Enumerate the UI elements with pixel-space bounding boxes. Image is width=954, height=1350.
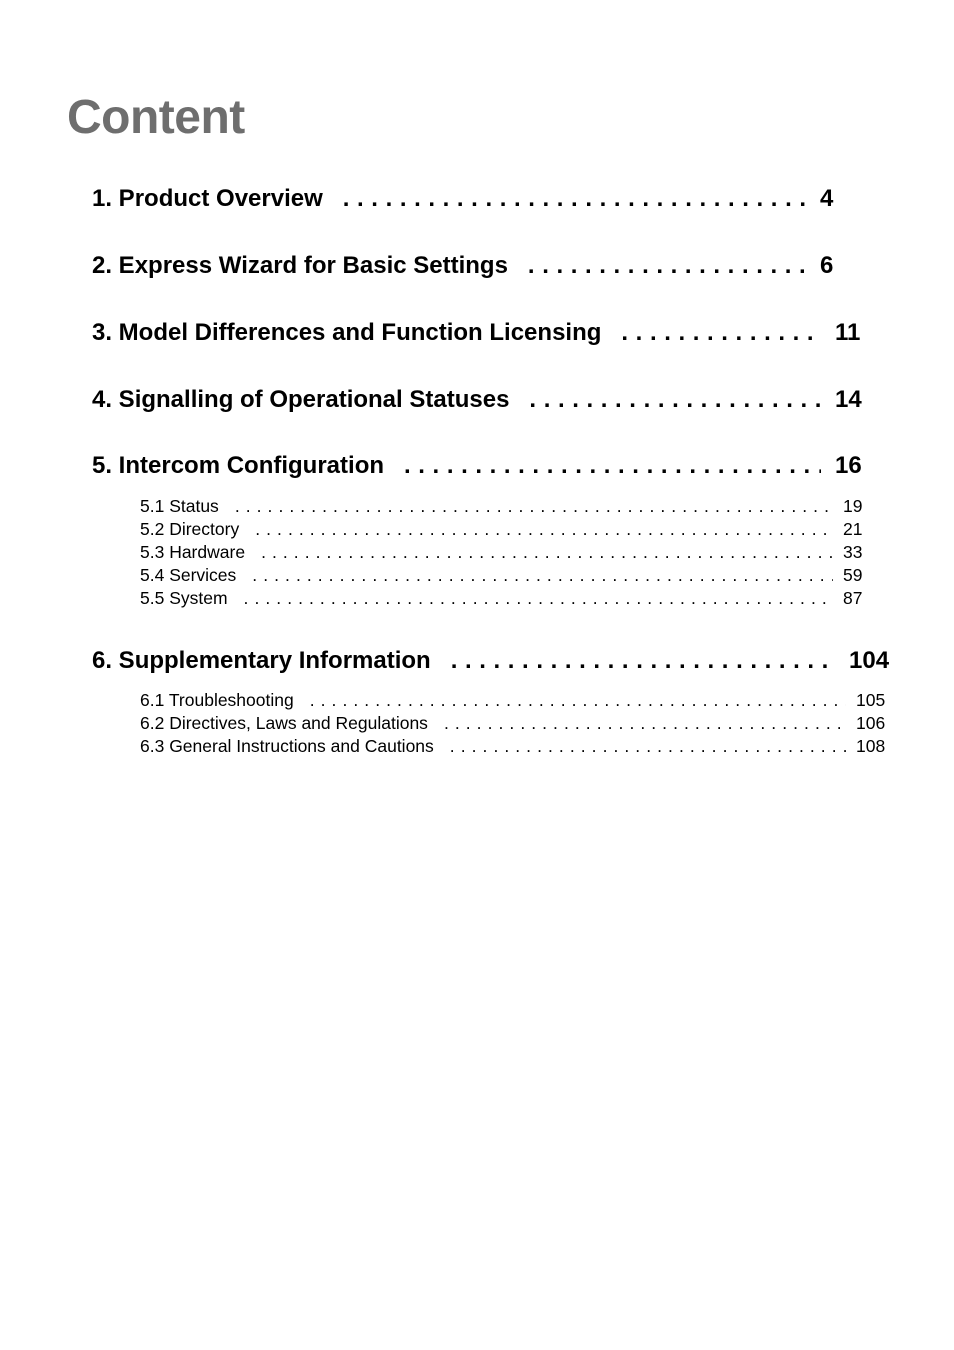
toc-entry-page: 11: [835, 319, 861, 346]
dot-leader: [450, 735, 846, 758]
toc-entry-4[interactable]: [92, 384, 879, 416]
toc-entry-page: 87: [843, 588, 863, 608]
toc-entry-page: 14: [835, 386, 862, 413]
toc-entry-1[interactable]: [92, 183, 864, 215]
dot-leader: [404, 450, 821, 482]
dot-leader: [252, 564, 833, 587]
toc-entry-page: 21: [843, 519, 863, 539]
toc-entry-label: 6. Supplementary Information: [92, 647, 431, 674]
page-title: Content: [67, 91, 245, 144]
toc-entry-page: 59: [843, 565, 863, 585]
dot-leader: [235, 495, 833, 518]
toc-entry-page: 4: [820, 185, 834, 212]
toc-entry-label: 3. Model Differences and Function Licensing: [92, 319, 602, 346]
toc-entry-page: 105: [856, 690, 886, 710]
dot-leader: [529, 384, 821, 416]
dot-leader: [310, 689, 846, 712]
toc-entry-label: 5.2 Directory: [140, 519, 240, 539]
toc-subentry-5-5[interactable]: [140, 587, 876, 610]
toc-entry-2[interactable]: [92, 250, 864, 282]
toc-entry-label: 5.3 Hardware: [140, 542, 246, 562]
dot-leader: [261, 541, 833, 564]
toc-subentry-5-2[interactable]: [140, 518, 876, 541]
dot-leader: [255, 518, 833, 541]
toc-entry-page: 106: [856, 713, 886, 733]
toc-subentry-5-4[interactable]: [140, 564, 876, 587]
dot-leader: [528, 250, 806, 282]
toc-subentry-5-1[interactable]: [140, 495, 876, 518]
toc-entry-label: 5.1 Status: [140, 496, 219, 516]
toc-entry-label: 4. Signalling of Operational Statuses: [92, 386, 510, 413]
toc-entry-label: 1. Product Overview: [92, 185, 323, 212]
toc-entry-label: 5.4 Services: [140, 565, 237, 585]
toc-entry-6[interactable]: [92, 645, 893, 677]
dot-leader: [343, 183, 806, 215]
toc-subentry-6-1[interactable]: [140, 689, 889, 712]
toc-entry-page: 104: [849, 647, 890, 674]
toc-entry-5[interactable]: [92, 450, 879, 482]
toc-entry-label: 6.2 Directives, Laws and Regulations: [140, 713, 428, 733]
dot-leader: [244, 587, 833, 610]
toc-entry-label: 6.1 Troubleshooting: [140, 690, 294, 710]
toc-entry-label: 5.5 System: [140, 588, 228, 608]
toc-entry-page: 33: [843, 542, 863, 562]
toc-entry-page: 6: [820, 252, 834, 279]
toc-entry-page: 19: [843, 496, 863, 516]
toc-subentry-6-2[interactable]: [140, 712, 889, 735]
toc-entry-3[interactable]: [92, 317, 879, 349]
dot-leader: [444, 712, 846, 735]
dot-leader: [621, 317, 821, 349]
toc-entry-label: 2. Express Wizard for Basic Settings: [92, 252, 508, 279]
toc-subentry-5-3[interactable]: [140, 541, 876, 564]
toc-entry-label: 5. Intercom Configuration: [92, 452, 385, 479]
toc-subentry-6-3[interactable]: [140, 735, 889, 758]
dot-leader: [451, 645, 835, 677]
toc-entry-page: 16: [835, 452, 862, 479]
toc-entry-label: 6.3 General Instructions and Cautions: [140, 736, 434, 756]
toc-entry-page: 108: [856, 736, 886, 756]
